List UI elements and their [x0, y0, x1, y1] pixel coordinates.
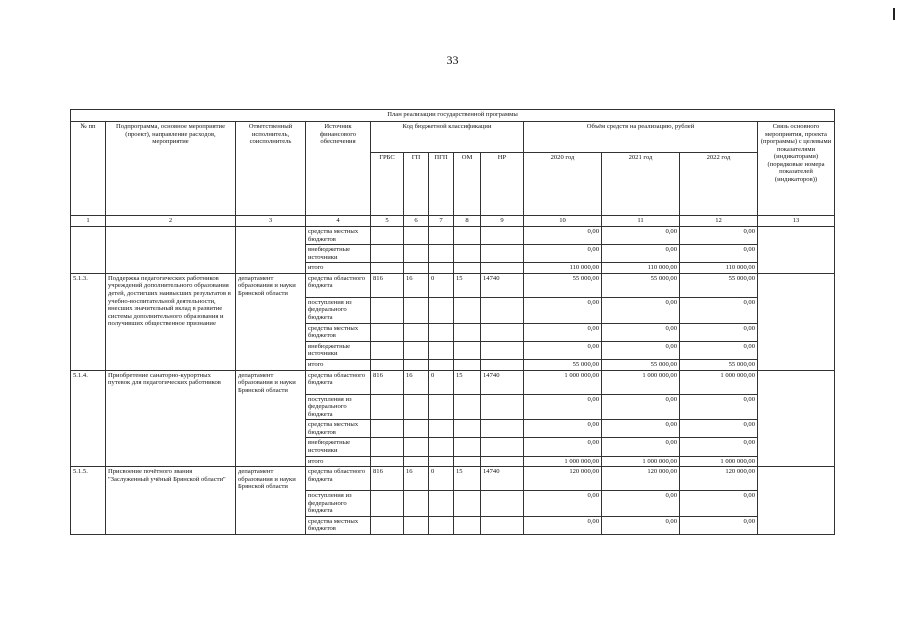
om-cell: 15 [454, 467, 481, 491]
col-number: 3 [236, 216, 306, 227]
item-executor: департамент образования и науки Брянской области [236, 467, 306, 535]
value-2022: 0,00 [680, 297, 758, 323]
value-2021: 0,00 [602, 341, 680, 359]
value-2021: 55 000,00 [602, 359, 680, 370]
source-cell: итого [306, 359, 371, 370]
col-number: 2 [106, 216, 236, 227]
source-cell: поступления из федерального бюджета [306, 297, 371, 323]
value-2021: 0,00 [602, 297, 680, 323]
source-cell: средства областного бюджета [306, 273, 371, 297]
item-num: 5.1.4. [71, 370, 106, 467]
header-nr: НР [481, 153, 524, 216]
header-2020: 2020 год [524, 153, 602, 216]
value-2020: 0,00 [524, 323, 602, 341]
value-2020: 0,00 [524, 394, 602, 420]
value-2022: 0,00 [680, 438, 758, 456]
value-2021: 0,00 [602, 323, 680, 341]
table-row [71, 227, 835, 245]
col-number: 8 [454, 216, 481, 227]
header-om: ОМ [454, 153, 481, 216]
source-cell: внебюджетные источники [306, 438, 371, 456]
header-subprogram: Подпрограмма, основное мероприятие (проект), направление расходов, мероприятие [106, 122, 236, 216]
value-2022: 55 000,00 [680, 359, 758, 370]
value-2020: 0,00 [524, 297, 602, 323]
source-cell: средства местных бюджетов [306, 323, 371, 341]
value-2021: 0,00 [602, 227, 680, 245]
gp-cell: 16 [404, 467, 429, 491]
item-num: 5.1.3. [71, 273, 106, 370]
link-cell [758, 273, 835, 370]
source-cell: поступления из федерального бюджета [306, 491, 371, 517]
col-number: 1 [71, 216, 106, 227]
value-2022: 120 000,00 [680, 467, 758, 491]
source-cell: итого [306, 456, 371, 467]
header-executor: Ответственный исполнитель, соисполнитель [236, 122, 306, 216]
source-cell: средства областного бюджета [306, 370, 371, 394]
value-2020: 120 000,00 [524, 467, 602, 491]
value-2021: 120 000,00 [602, 467, 680, 491]
col-number: 7 [429, 216, 454, 227]
om-cell: 15 [454, 370, 481, 394]
header-grbs: ГРБС [371, 153, 404, 216]
table-row [71, 370, 835, 394]
header-source: Источник финансового обеспечения [306, 122, 371, 216]
program-plan-table [70, 109, 835, 535]
item-name: Присвоение почётного звания "Заслуженный учёный Брянской области" [106, 467, 236, 535]
header-2022: 2022 год [680, 153, 758, 216]
value-2022: 0,00 [680, 245, 758, 263]
value-2020: 110 000,00 [524, 263, 602, 274]
col-number: 12 [680, 216, 758, 227]
table-row [71, 467, 835, 491]
gp-cell: 16 [404, 370, 429, 394]
value-2022: 0,00 [680, 323, 758, 341]
value-2021: 0,00 [602, 438, 680, 456]
item-executor: департамент образования и науки Брянской области [236, 370, 306, 467]
value-2022: 0,00 [680, 394, 758, 420]
header-pgp: ПГП [429, 153, 454, 216]
carry-num-cell [71, 227, 106, 274]
grbs-cell: 816 [371, 273, 404, 297]
grbs-cell: 816 [371, 467, 404, 491]
value-2021: 0,00 [602, 394, 680, 420]
link-cell [758, 370, 835, 467]
col-number: 9 [481, 216, 524, 227]
value-2022: 0,00 [680, 420, 758, 438]
nr-cell: 14740 [481, 273, 524, 297]
value-2020: 0,00 [524, 516, 602, 534]
value-2022: 0,00 [680, 516, 758, 534]
col-number: 4 [306, 216, 371, 227]
value-2021: 0,00 [602, 420, 680, 438]
col-number: 10 [524, 216, 602, 227]
source-cell: средства областного бюджета [306, 467, 371, 491]
value-2021: 110 000,00 [602, 263, 680, 274]
source-cell: внебюджетные источники [306, 245, 371, 263]
col-number: 6 [404, 216, 429, 227]
value-2020: 0,00 [524, 245, 602, 263]
header-2021: 2021 год [602, 153, 680, 216]
item-num: 5.1.5. [71, 467, 106, 535]
carry-name-cell [106, 227, 236, 274]
gp-cell: 16 [404, 273, 429, 297]
value-2020: 0,00 [524, 491, 602, 517]
item-executor: департамент образования и науки Брянской области [236, 273, 306, 370]
source-cell: поступления из федерального бюджета [306, 394, 371, 420]
value-2020: 55 000,00 [524, 359, 602, 370]
table-row [71, 273, 835, 297]
col-number: 11 [602, 216, 680, 227]
value-2021: 55 000,00 [602, 273, 680, 297]
value-2022: 1 000 000,00 [680, 370, 758, 394]
value-2020: 0,00 [524, 420, 602, 438]
value-2022: 55 000,00 [680, 273, 758, 297]
value-2020: 0,00 [524, 438, 602, 456]
margin-mark [893, 8, 895, 20]
item-name: Приобретение санаторно-курортных путевок для педагогических работников [106, 370, 236, 467]
value-2020: 1 000 000,00 [524, 456, 602, 467]
carry-executor-cell [236, 227, 306, 274]
value-2021: 0,00 [602, 245, 680, 263]
header-volume-group: Объём средств на реализацию, рублей [524, 122, 758, 153]
value-2021: 0,00 [602, 516, 680, 534]
value-2022: 110 000,00 [680, 263, 758, 274]
nr-cell: 14740 [481, 467, 524, 491]
pgp-cell: 0 [429, 273, 454, 297]
source-cell: средства местных бюджетов [306, 420, 371, 438]
header-gp: ГП [404, 153, 429, 216]
value-2020: 55 000,00 [524, 273, 602, 297]
table-title: План реализации государственной программы [71, 110, 835, 122]
page-number: 33 [446, 53, 459, 67]
link-cell [758, 467, 835, 535]
value-2021: 0,00 [602, 491, 680, 517]
pgp-cell: 0 [429, 370, 454, 394]
value-2020: 1 000 000,00 [524, 370, 602, 394]
header-num: № пп [71, 122, 106, 216]
value-2022: 0,00 [680, 491, 758, 517]
source-cell: итого [306, 263, 371, 274]
source-cell: средства местных бюджетов [306, 516, 371, 534]
value-2022: 1 000 000,00 [680, 456, 758, 467]
grbs-cell: 816 [371, 370, 404, 394]
value-2021: 1 000 000,00 [602, 456, 680, 467]
nr-cell: 14740 [481, 370, 524, 394]
link-cell [758, 227, 835, 274]
value-2020: 0,00 [524, 227, 602, 245]
value-2021: 1 000 000,00 [602, 370, 680, 394]
col-number: 5 [371, 216, 404, 227]
column-number-row [71, 216, 835, 227]
header-code-group: Код бюджетной классификации [371, 122, 524, 153]
om-cell: 15 [454, 273, 481, 297]
pgp-cell: 0 [429, 467, 454, 491]
value-2022: 0,00 [680, 227, 758, 245]
value-2020: 0,00 [524, 341, 602, 359]
col-number: 13 [758, 216, 835, 227]
source-cell: средства местных бюджетов [306, 227, 371, 245]
header-link: Связь основного мероприятия, проекта (программы) с целевыми показателями (индикаторами) (порядковые номера показателей (индикаторов)) [758, 122, 835, 216]
item-name: Поддержка педагогических работников учреждений дополнительного образования детей, достигших наивысших результатов в учебно-воспитательной деятельности, внесших значительный вклад в развитие системы дополнительного образования и получивших общественное признание [106, 273, 236, 370]
value-2022: 0,00 [680, 341, 758, 359]
source-cell: внебюджетные источники [306, 341, 371, 359]
